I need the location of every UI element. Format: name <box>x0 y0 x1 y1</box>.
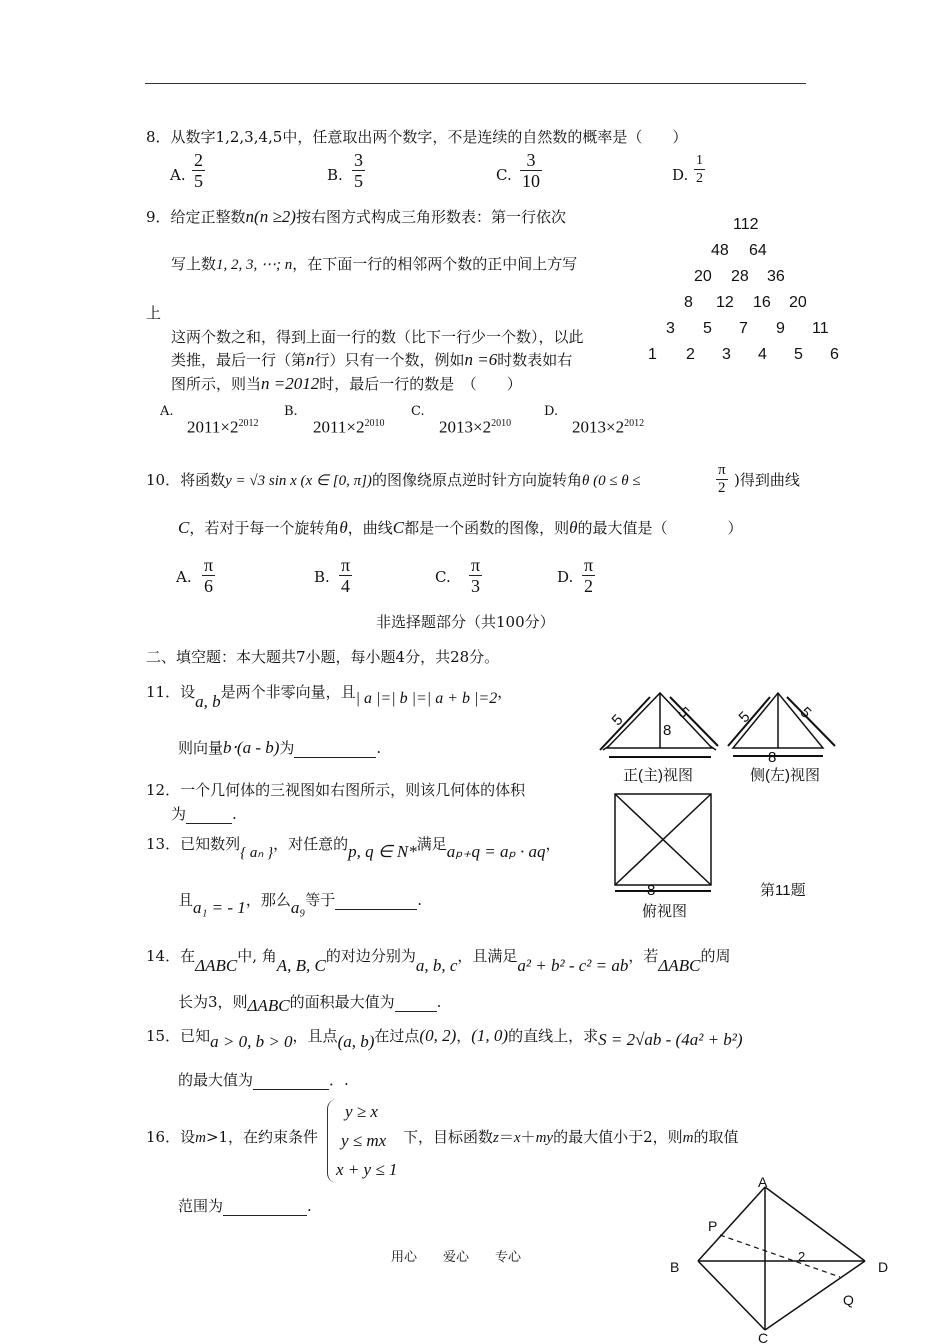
triangle-cell: 3 <box>722 346 731 363</box>
q11-line1-math2: | a |=| b |=| a + b |=2 <box>355 690 498 707</box>
top-view <box>615 794 711 891</box>
q14-line1 <box>146 946 731 975</box>
triangle-cell: 7 <box>739 320 748 337</box>
q12-answer-blank[interactable] <box>186 807 232 824</box>
q13-line1-math: { aₙ } <box>240 845 274 861</box>
fraction-numerator: π <box>204 555 214 575</box>
q14-line1-math3: a, b, c <box>415 956 458 975</box>
fraction-denominator: 10 <box>522 171 540 191</box>
q15-line1-math5: S = 2√ab - (4a² + b²) <box>598 1030 743 1049</box>
triangle-cell: 12 <box>716 294 734 311</box>
fraction-numerator: 2 <box>194 150 203 170</box>
q15-line2 <box>178 1070 349 1090</box>
q13-line1-text-d: ， <box>545 835 561 853</box>
q13-line2-text-c: 等于 <box>305 891 336 909</box>
triangle-cell: 20 <box>694 268 712 285</box>
q13-line1-text-c: 满足 <box>416 835 447 853</box>
q9-line4: 这两个数之和，得到上面一行的数（比下一行少一个数），以此 <box>171 328 584 346</box>
q15-line1 <box>146 1026 743 1051</box>
q16-constraint-1: y ≥ x <box>345 1102 378 1121</box>
q15-line1-text-a: 15．已知 <box>146 1027 211 1045</box>
q16-line1 <box>146 1127 318 1148</box>
q9-option-b-exp: 2010 <box>364 418 385 429</box>
q14-line1-text-a: 14．在 <box>146 947 196 965</box>
q9-option-b-base: 2011×2 <box>313 417 365 437</box>
q11-answer-blank[interactable] <box>294 741 376 758</box>
q9-line2-text-b: ，在下面一行的相邻两个数的正中间上方写 <box>292 255 578 273</box>
q10-line2-text-c: ，曲线 <box>347 519 393 537</box>
q10-option-a-fraction <box>202 555 215 596</box>
triangle-cell: 4 <box>758 346 767 363</box>
q9-option-a-value <box>187 414 258 438</box>
fraction-numerator: π <box>718 462 726 478</box>
front-view-dim-base: 8 <box>663 722 672 739</box>
side-view-label: 侧(左)视图 <box>750 767 820 784</box>
q15-line1-text-e: 的直线上，求 <box>508 1027 599 1045</box>
q11-line1 <box>146 682 513 711</box>
q16-line2-text-a: 范围为 <box>178 1197 224 1215</box>
q16-math-m2: m <box>682 1130 694 1146</box>
triangle-cell: 9 <box>776 320 785 337</box>
q9-line6-math: n =2012 <box>261 374 320 393</box>
q9-line3: 上 <box>146 304 162 322</box>
q16-line1-cont <box>403 1127 738 1148</box>
q16-text-b: >1，在约束条件 <box>205 1128 319 1146</box>
fraction-numerator: π <box>341 555 351 575</box>
triangle-cell: 3 <box>666 320 675 337</box>
q12-line2-text-a: 为 <box>171 805 187 823</box>
q16-math-z: z <box>493 1130 499 1146</box>
fraction-numerator: 3 <box>354 150 363 170</box>
q15-line1-text-c: 在过点 <box>374 1027 420 1045</box>
q8-option-b-label: B. <box>327 166 343 184</box>
q14-line1-text-e: ，若 <box>628 947 659 965</box>
q10-line1-end: )得到曲线 <box>734 471 800 489</box>
q13-answer-blank[interactable] <box>335 893 417 910</box>
q13-line2-math: a₁ = - 1 <box>193 898 246 917</box>
fraction-numerator: π <box>584 555 594 575</box>
top-view-label: 俯视图 <box>642 903 688 920</box>
q9-option-c-label: C. <box>411 404 425 419</box>
q11-line1-text-b: 是两个非零向量，且 <box>220 683 356 701</box>
q13-line2-math2: a₉ <box>290 898 306 917</box>
q9-option-b-label: B. <box>284 404 298 419</box>
q9-line1-text-a: 9．给定正整数 <box>146 208 246 226</box>
q15-line1-text-b: ，且点 <box>292 1027 338 1045</box>
q10-line2-text-b: ，若对于每一个旋转角 <box>189 519 340 537</box>
edge-label-2: 2 <box>798 1249 806 1264</box>
q8-option-c-fraction <box>520 150 542 191</box>
q15-line1-math4: (1, 0) <box>471 1026 509 1045</box>
q10-option-a-label: A. <box>176 568 192 586</box>
fraction-denominator: 2 <box>584 576 594 596</box>
side-view-dim-right: 5 <box>796 703 815 722</box>
q9-line5 <box>171 350 572 370</box>
q15-line1-math: a > 0, b > 0 <box>210 1032 293 1051</box>
q9-line1 <box>146 207 566 227</box>
q9-option-a-base: 2011×2 <box>187 417 239 437</box>
q15-line2-text-b: ．. <box>329 1071 349 1089</box>
front-view-dim-right: 5 <box>674 703 693 722</box>
triangle-cell: 8 <box>684 294 693 311</box>
q13-line1-text-b: ，对任意的 <box>273 835 349 853</box>
q10-line1-math: y = √3 sin x (x ∈ [0, π]) <box>225 473 372 489</box>
q14-line2-text-c: . <box>436 993 442 1011</box>
fraction-numerator: π <box>471 555 481 575</box>
q13-line1-math3: aₚ₊q = aₚ · aq <box>446 842 546 861</box>
q10-line1-math2: θ (0 ≤ θ ≤ <box>581 473 641 489</box>
triangle-cell: 48 <box>711 242 729 259</box>
fraction-denominator: 2 <box>696 171 703 186</box>
q14-line1-math: ΔABC <box>195 956 238 975</box>
q10-line1-text-b: 的图像绕原点逆时针方向旋转角 <box>371 471 582 489</box>
q16-text-g: 的取值 <box>693 1128 739 1146</box>
dashed-segment-pq <box>720 1235 840 1277</box>
q9-option-d-exp: 2012 <box>624 418 645 429</box>
q9-option-d-label: D. <box>544 404 559 419</box>
q10-option-d-fraction <box>582 555 595 596</box>
q13-line1-math2: p, q ∈ N* <box>348 842 417 861</box>
q9-line5-text-b: 行）只有一个数，例如 <box>314 351 465 369</box>
q14-line1-math2: A, B, C <box>276 956 326 975</box>
triangle-cell: 6 <box>830 346 839 363</box>
q9-line6 <box>171 374 522 394</box>
figure-caption: 第11题 <box>760 882 806 899</box>
q16-math-my: my <box>535 1130 554 1146</box>
q10-option-c-label: C. <box>435 568 451 586</box>
q14-line1-text-f: 的周 <box>700 947 731 965</box>
triangle-cell: 28 <box>731 268 749 285</box>
triangle-cell: 5 <box>794 346 803 363</box>
q9-option-b-value <box>313 414 384 438</box>
q9-option-c-base: 2013×2 <box>439 417 492 437</box>
q13-line2-text-a: 且 <box>178 891 194 909</box>
point-label-q: Q <box>843 1292 854 1308</box>
q8-option-d-label: D. <box>672 166 689 184</box>
q9-option-c-value <box>439 414 511 438</box>
top-view-dim-base: 8 <box>647 882 656 899</box>
fraction-denominator: 5 <box>354 171 363 191</box>
q14-line2-text-a: 长为3，则 <box>178 993 248 1011</box>
q16-math-x: x <box>513 1130 521 1146</box>
vertex-label-a: A <box>758 1175 768 1190</box>
q9-line1-math: n(n ≥2) <box>245 207 296 226</box>
q9-line5-math: n <box>306 350 315 369</box>
triangle-cell: 16 <box>753 294 771 311</box>
q13-line2-text-d: . <box>417 891 423 909</box>
fraction-denominator: 6 <box>204 576 214 596</box>
triangle-cell: 2 <box>686 346 695 363</box>
q9-option-c-exp: 2010 <box>491 418 512 429</box>
q15-line1-text-d: ， <box>456 1027 472 1045</box>
q10-line2 <box>178 518 742 538</box>
q8-stem: 8．从数字1,2,3,4,5中，任意取出两个数字，不是连续的自然数的概率是（ ） <box>146 128 688 146</box>
q14-line2-math: ΔABC <box>247 996 290 1015</box>
q10-option-b-label: B. <box>314 568 330 586</box>
side-view-dim-base: 8 <box>768 749 777 766</box>
triangle-cell: 36 <box>767 268 785 285</box>
q16-math-m: m <box>195 1130 206 1146</box>
q9-option-d-base: 2013×2 <box>572 417 625 437</box>
triangle-cell: 11 <box>812 320 829 337</box>
q11-line1-text-a: 11．设 <box>146 683 196 701</box>
q10-theta-bound-fraction <box>716 462 728 497</box>
pyramid-figure <box>660 1175 900 1344</box>
q13-line2 <box>178 890 423 917</box>
q10-line2-math3: C <box>392 518 405 537</box>
triangle-cell: 1 <box>648 346 657 363</box>
triangle-cell: 112 <box>733 216 759 233</box>
q16-constraint-2: y ≤ mx <box>341 1131 387 1150</box>
vertex-label-c: C <box>758 1330 769 1344</box>
fraction-denominator: 5 <box>194 171 203 191</box>
q14-line2 <box>178 992 442 1015</box>
q16-text-e: ＋ <box>520 1128 536 1146</box>
q9-line2-math: 1, 2, 3, ⋯; n <box>216 257 293 273</box>
triangle-cell: 5 <box>703 320 712 337</box>
front-view-label: 正(主)视图 <box>623 767 693 784</box>
q12-line2 <box>171 804 237 824</box>
q14-answer-blank[interactable] <box>395 995 437 1012</box>
q14-line1-math4: a² + b² - c² = ab <box>517 956 629 975</box>
side-view-dim-arrows <box>728 697 835 756</box>
q15-line1-math3: (0, 2) <box>419 1026 457 1045</box>
q10-option-d-label: D. <box>557 568 574 586</box>
q9-line2-text-a: 写上数 <box>171 255 217 273</box>
q16-text-f: 的最大值小于2，则 <box>553 1128 683 1146</box>
q8-option-d-fraction <box>694 152 705 187</box>
q9-line2 <box>171 254 577 275</box>
q12-line2-text-b: . <box>232 805 237 823</box>
q8-option-b-fraction <box>352 150 365 191</box>
q9-line6-text-a: 图所示，则当 <box>171 375 262 393</box>
q10-line2-math2: θ <box>339 518 348 537</box>
q13-line2-text-b: ，那么 <box>245 891 291 909</box>
q10-line2-math4: θ <box>569 518 578 537</box>
q8-option-a-fraction <box>192 150 205 191</box>
vertex-label-b: B <box>670 1259 680 1275</box>
q14-line1-text-c: 的对边分别为 <box>325 947 416 965</box>
q10-option-b-fraction <box>339 555 352 596</box>
q14-line1-math5: ΔABC <box>658 956 701 975</box>
fraction-denominator: 4 <box>341 576 351 596</box>
q16-text-a: 16．设 <box>146 1128 196 1146</box>
q16-text-c: 下，目标函数 <box>403 1128 494 1146</box>
q9-line5-text-a: 类推，最后一行（第 <box>171 351 307 369</box>
fraction-numerator: 3 <box>520 150 542 171</box>
fraction-denominator: 2 <box>718 480 726 496</box>
fraction-numerator: 1 <box>696 153 703 168</box>
q14-line2-text-b: 的面积最大值为 <box>289 993 395 1011</box>
triangle-cell: 64 <box>749 242 767 259</box>
triangle-cell: 20 <box>789 294 807 311</box>
q16-line2-text-b: . <box>307 1197 312 1215</box>
q9-line5-text-c: 时数表如右 <box>497 351 573 369</box>
q13-line1-text-a: 13．已知数列 <box>146 835 241 853</box>
q9-line1-text-b: 按右图方式构成三角形数表：第一行依次 <box>295 208 566 226</box>
q10-line2-text-d: 都是一个函数的图像，则 <box>404 519 570 537</box>
q12-line1: 12．一个几何体的三视图如右图所示，则该几何体的体积 <box>146 781 526 799</box>
q15-line2-text-a: 的最大值为 <box>178 1071 254 1089</box>
q16-text-d: ＝ <box>498 1128 514 1146</box>
q11-line1-math: a, b <box>195 692 221 711</box>
q11-line2-math: b⋅(a - b) <box>223 738 280 757</box>
q9-line5-math2: n =6 <box>464 350 498 369</box>
q9-option-a-exp: 2012 <box>238 418 259 429</box>
q8-option-c-label: C. <box>496 166 512 184</box>
q8-option-a-label: A. <box>170 166 186 184</box>
q16-line2 <box>178 1196 312 1216</box>
q11-line1-text-c: ， <box>497 683 513 701</box>
section-title: 非选择题部分（共100分） <box>376 613 555 631</box>
q11-line2-text-b: 为 <box>279 739 295 757</box>
q16-constraint-3: x + y ≤ 1 <box>336 1160 398 1179</box>
q13-line1 <box>146 834 561 861</box>
q10-line1 <box>146 470 641 491</box>
q10-option-c-fraction <box>469 555 482 596</box>
q11-line2-text-a: 则向量 <box>178 739 224 757</box>
q10-line1-text-a: 10．将函数 <box>146 471 226 489</box>
q11-line2-text-c: . <box>376 739 382 757</box>
q9-option-a-label: A. <box>160 404 174 419</box>
pyramid-edges <box>698 1187 865 1330</box>
q9-line6-text-b: 时，最后一行的数是 （ ） <box>319 375 522 393</box>
q15-line1-math2: (a, b) <box>337 1032 375 1051</box>
q10-line2-math: C <box>178 518 190 537</box>
q15-answer-blank[interactable] <box>253 1073 329 1090</box>
fraction-denominator: 3 <box>471 576 481 596</box>
q9-option-d-value <box>572 414 644 438</box>
q14-line1-text-b: 中, 角 <box>237 947 277 965</box>
q10-line2-text-e: 的最大值是（ ） <box>577 519 743 537</box>
page-footer: 用心 爱心 专心 <box>391 1250 522 1265</box>
front-view-dim-left: 5 <box>608 711 627 730</box>
q11-line2 <box>178 738 381 758</box>
three-view-figure <box>595 680 855 925</box>
point-label-p: P <box>708 1218 718 1234</box>
q16-answer-blank[interactable] <box>223 1199 307 1216</box>
side-view-dim-left: 5 <box>735 708 754 727</box>
header-rule <box>145 83 806 84</box>
q14-line1-text-d: ，且满足 <box>457 947 518 965</box>
part2-heading: 二、填空题：本大题共7小题，每小题4分，共28分。 <box>146 648 500 666</box>
vertex-label-d: D <box>878 1259 889 1275</box>
